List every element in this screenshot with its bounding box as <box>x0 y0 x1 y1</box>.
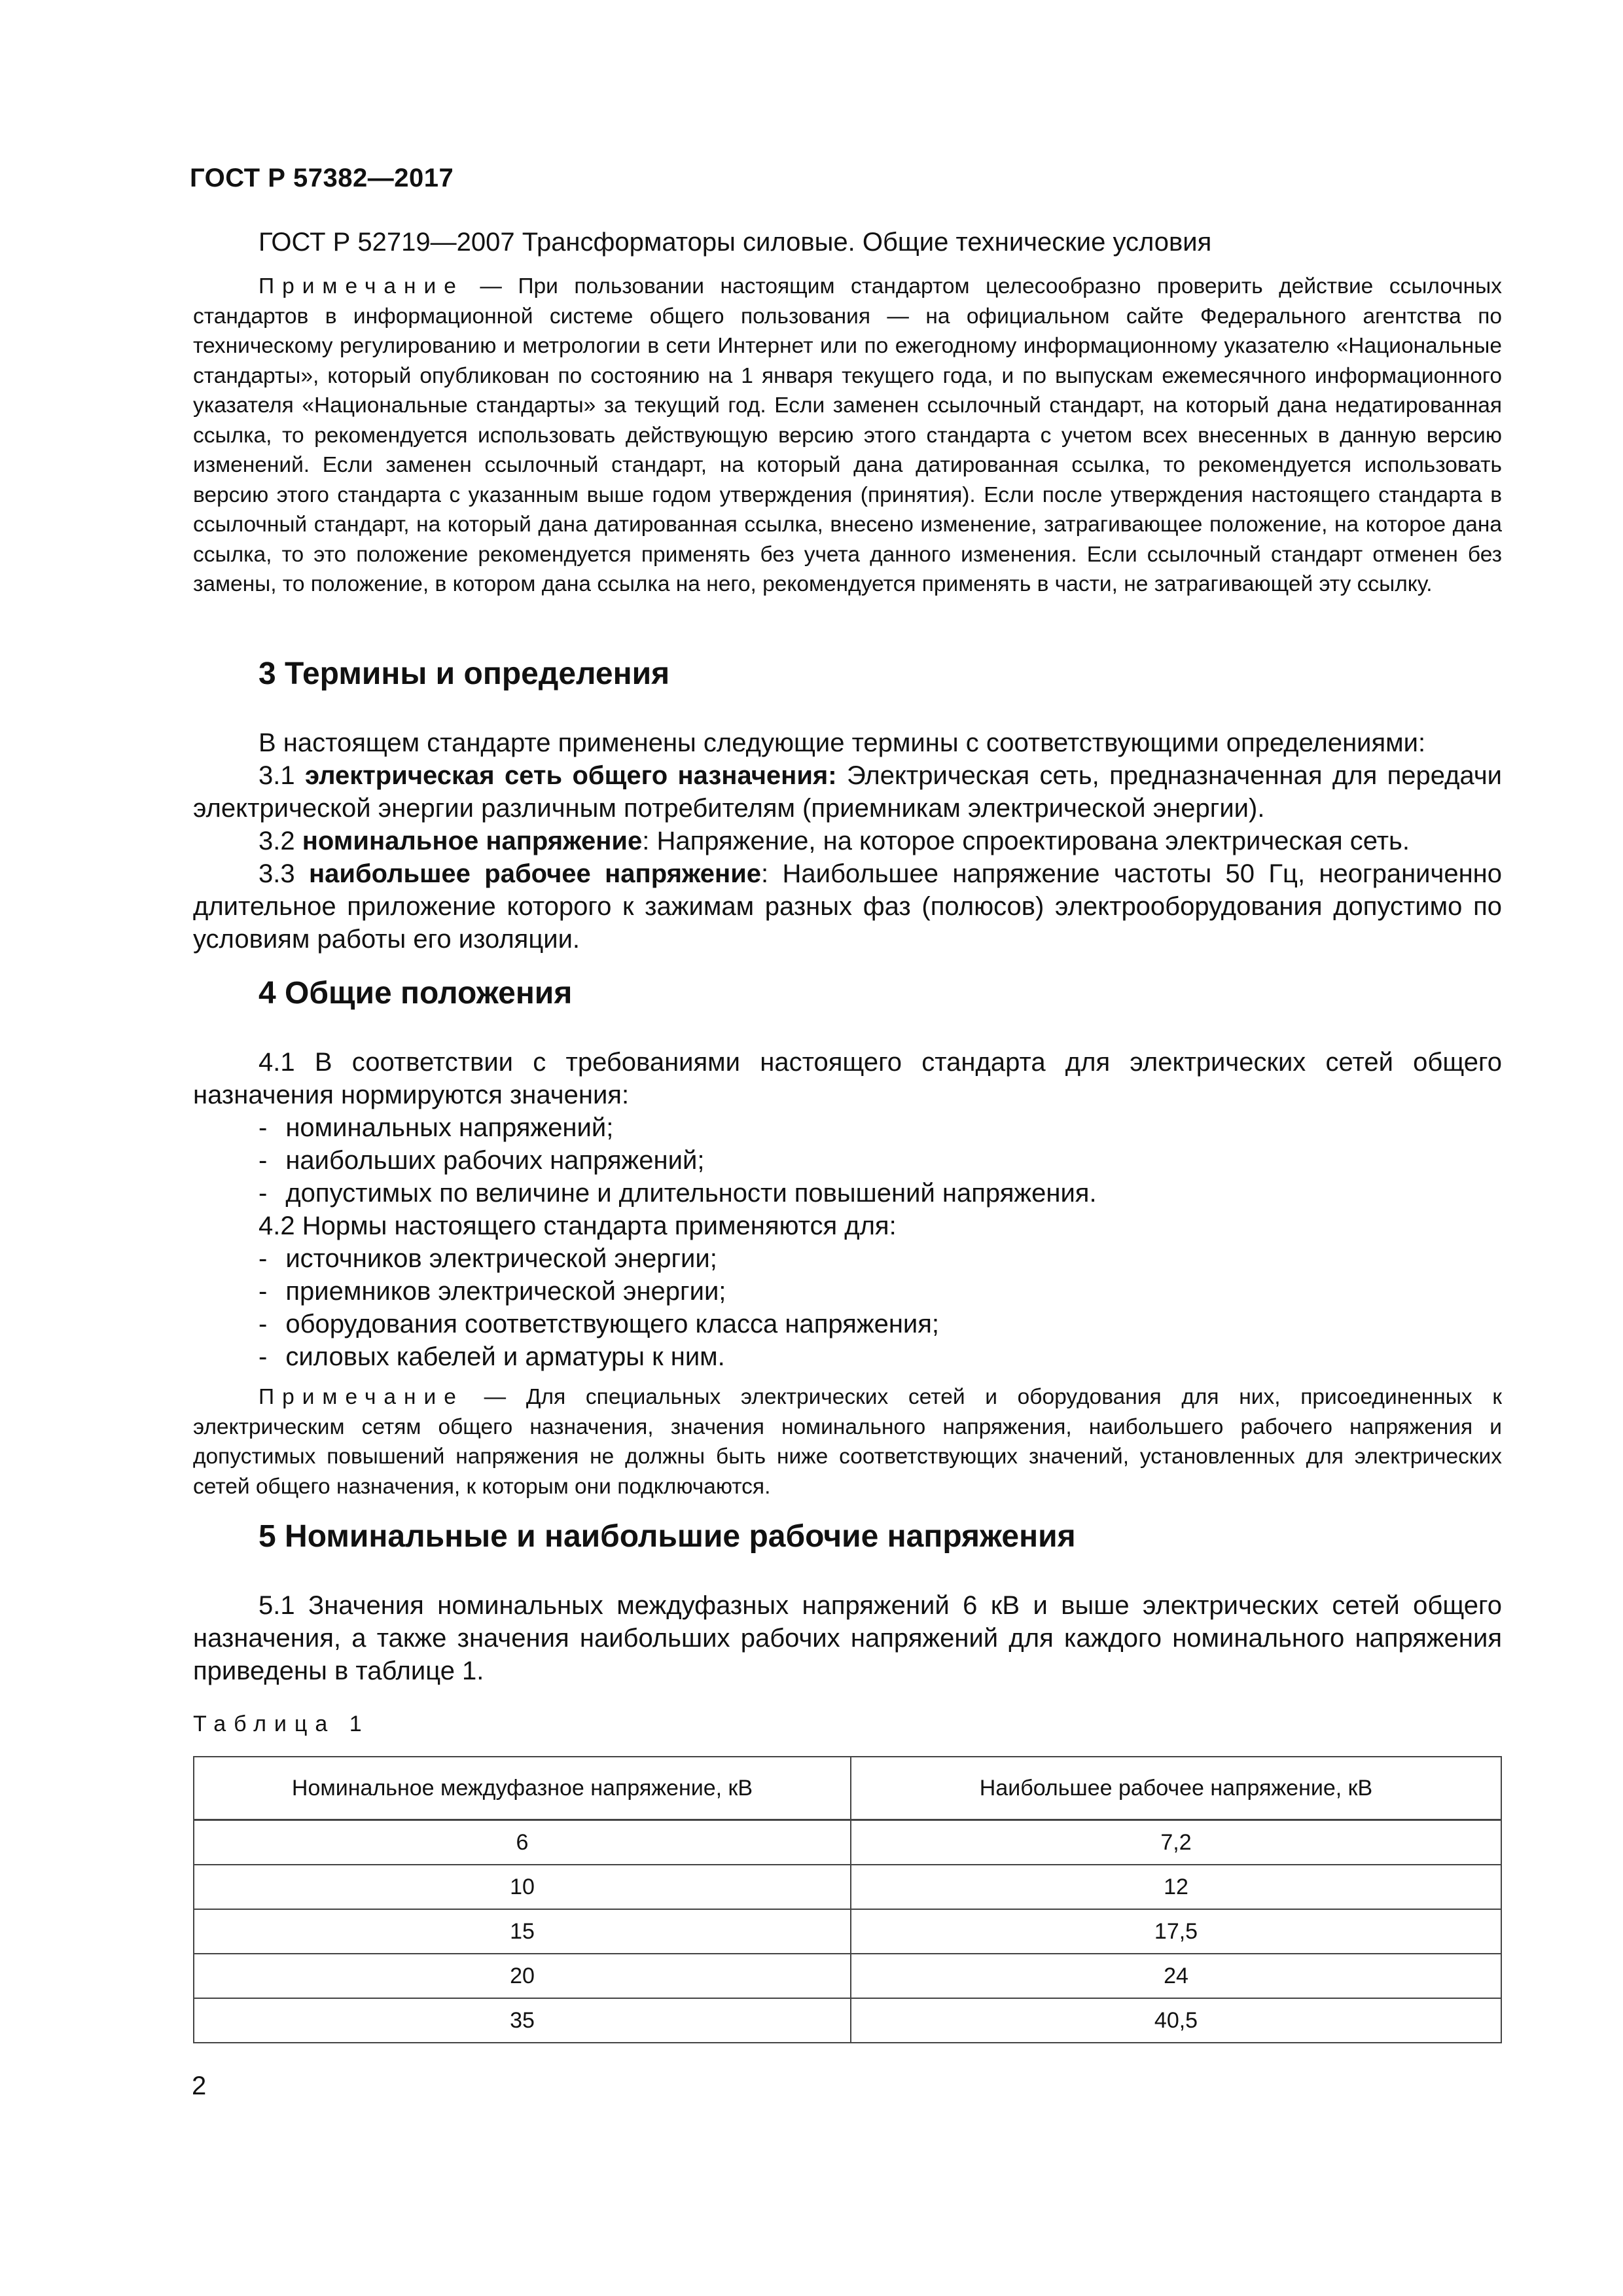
table-row <box>194 1954 1501 1998</box>
column-header-nominal-voltage: Номинальное междуфазное напряжение, кВ <box>194 1757 851 1820</box>
list-item: - номинальных напряжений; <box>259 1113 614 1142</box>
note-label: Примечание <box>259 1385 464 1409</box>
note-text: — При пользовании настоящим стандартом целесообразно проверить действие ссылочных стандартов в информационной системе общего пользования — на официальном сайте Федерального агентства по техническому регулированию и метрологии в сети Интернет или по ежегодному информационному указателю «Национальные стандарты», который опубликован по состоянию на 1 января текущего года, и по выпускам ежемесячного информационного указателя «Национальные стандарты» за текущий год. Если заменен ссылочный стандарт, на который дана недатированная ссылка, то рекомендуется использовать действующую версию этого стандарта с учетом всех внесенных в данную версию изменений. Если заменен ссылочный стандарт, на который дана датированная ссылка, то рекомендуется использовать версию этого стандарта с указанным выше годом утверждения (принятия). Если после утверждения настоящего стандарта в ссылочный стандарт, на который дана датированная ссылка, внесено изменение, затрагивающее положение, на которое дана ссылка, то это положение рекомендуется применять без учета данного изменения. Если ссылочный стандарт отменен без замены, то положение, в котором дана ссылка на него, рекомендуется применять в части, не затрагивающей эту ссылку. <box>193 274 1502 596</box>
clause-4-2: 4.2 Нормы настоящего стандарта применяются для: <box>259 1211 897 1240</box>
section-5-heading: 5 Номинальные и наибольшие рабочие напряжения <box>259 1519 1076 1554</box>
list-item: - оборудования соответствующего класса напряжения; <box>259 1310 940 1338</box>
term-3-2 <box>193 825 1502 857</box>
list-item: - наибольших рабочих напряжений; <box>259 1146 705 1175</box>
section-4-heading: 4 Общие положения <box>259 976 573 1011</box>
term-definition: : Напряжение, на которое спроектирована электрическая сеть. <box>642 827 1410 855</box>
max-voltage-cell: 7,2 <box>851 1820 1501 1865</box>
term-name: наибольшее рабочее напряжение <box>308 859 762 888</box>
table-row <box>194 1820 1501 1865</box>
nominal-voltage-cell: 6 <box>194 1820 851 1865</box>
section-3-intro: В настоящем стандарте применены следующие термины с соответствующими определениями: <box>259 728 1426 757</box>
term-name: электрическая сеть общего назначения: <box>304 761 837 790</box>
list-item: - силовых кабелей и арматуры к ним. <box>259 1342 725 1371</box>
document-code: ГОСТ Р 57382—2017 <box>190 164 454 192</box>
clause-4-1: 4.1 В соответствии с требованиями настоящего стандарта для электрических сетей общего назначения нормируются значения: <box>193 1048 1502 1109</box>
section-3-heading: 3 Термины и определения <box>259 656 670 691</box>
nominal-voltage-cell: 10 <box>194 1865 851 1909</box>
term-3-1 <box>193 759 1502 825</box>
term-definition: : Наибольшее напряжение частоты 50 Гц, неограниченно длительное приложение которого к зажимам разных фаз (полюсов) электрооборудования допустимо по условиям работы его изоляции. <box>193 859 1503 954</box>
max-voltage-cell: 12 <box>851 1865 1501 1909</box>
reference-note <box>193 272 1502 600</box>
max-voltage-cell: 17,5 <box>851 1909 1501 1954</box>
column-header-max-operating-voltage: Наибольшее рабочее напряжение, кВ <box>851 1757 1501 1820</box>
clause-5-1: 5.1 Значения номинальных междуфазных напряжений 6 кВ и выше электрических сетей общего назначения, а также значения наибольших рабочих напряжений для каждого номинального напряжения приведены в таблице 1. <box>193 1591 1502 1685</box>
voltage-table <box>193 1756 1502 2043</box>
table-caption: Таблица 1 <box>193 1712 370 1736</box>
table-header-row <box>194 1757 1501 1820</box>
table-row <box>194 1998 1501 2043</box>
nominal-voltage-cell: 20 <box>194 1954 851 1998</box>
nominal-voltage-cell: 35 <box>194 1998 851 2043</box>
nominal-voltage-cell: 15 <box>194 1909 851 1954</box>
section-4-note <box>193 1382 1502 1501</box>
term-number: 3.1 <box>259 761 305 790</box>
note-label: Примечание <box>259 274 464 298</box>
note-text: — Для специальных электрических сетей и оборудования для них, присоединенных к электрическим сетям общего назначения, значения номинального напряжения, наибольшего рабочего напряжения и допустимых повышений напряжения не должны быть ниже соответствующих значений, установленных для электрических сетей общего назначения, к которым они подключаются. <box>193 1385 1502 1499</box>
term-number: 3.2 <box>259 827 302 855</box>
term-3-3 <box>193 857 1502 956</box>
max-voltage-cell: 40,5 <box>851 1998 1501 2043</box>
term-definition: Электрическая сеть, предназначенная для передачи электрической энергии различным потребителям (приемникам электрической энергии). <box>193 761 1503 823</box>
table-row <box>194 1909 1501 1954</box>
page-number: 2 <box>192 2072 207 2100</box>
list-item: - приемников электрической энергии; <box>259 1277 726 1306</box>
list-item: - источников электрической энергии; <box>259 1244 717 1273</box>
term-name: номинальное напряжение <box>302 827 643 855</box>
list-item: - допустимых по величине и длительности повышений напряжения. <box>259 1179 1097 1208</box>
term-number: 3.3 <box>259 859 309 888</box>
table-row <box>194 1865 1501 1909</box>
normative-reference: ГОСТ Р 52719—2007 Трансформаторы силовые. Общие технические условия <box>259 228 1212 257</box>
max-voltage-cell: 24 <box>851 1954 1501 1998</box>
